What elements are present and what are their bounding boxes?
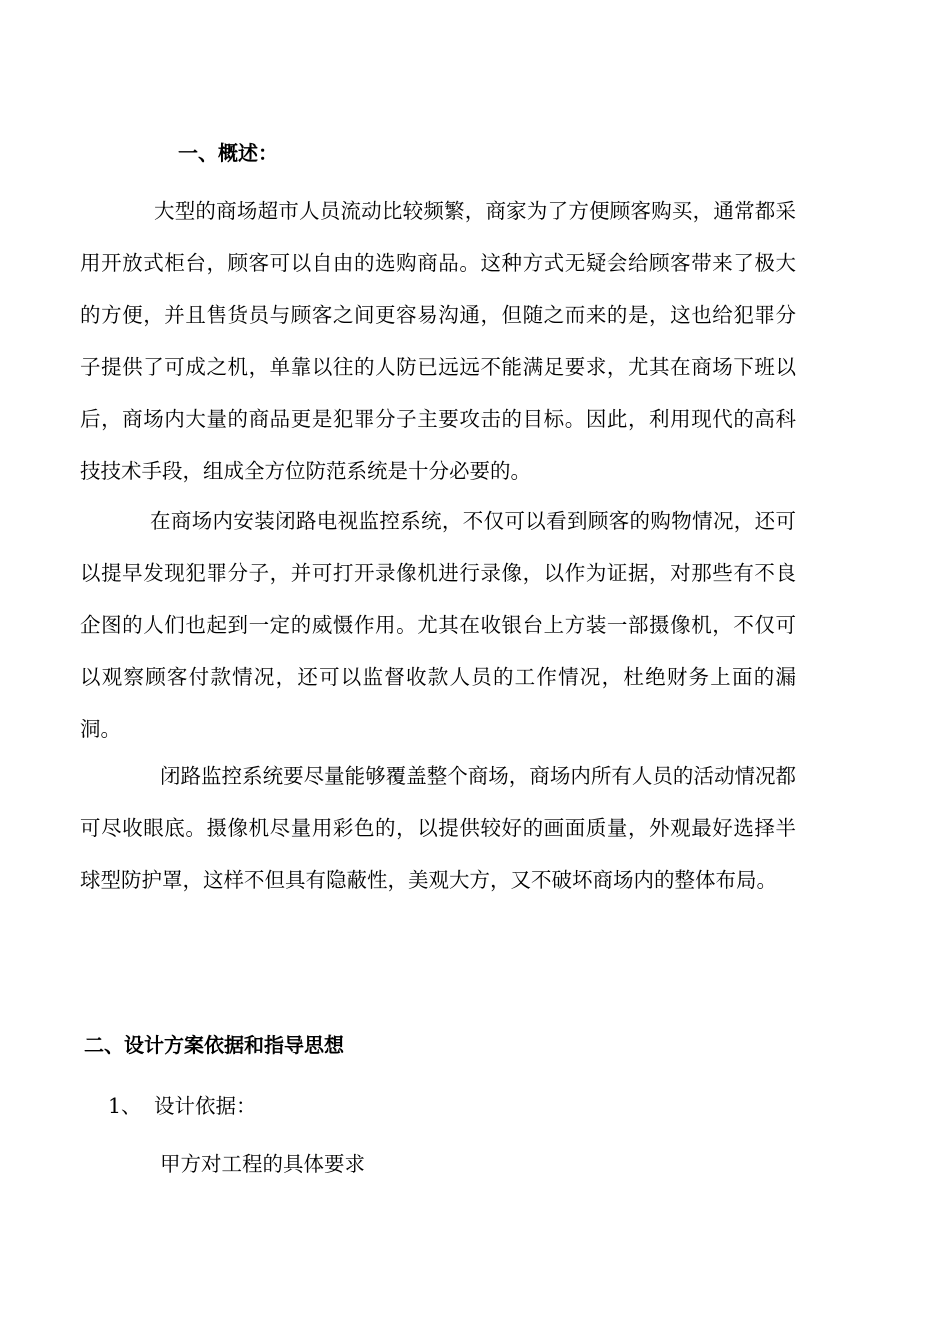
section-1-heading: 一、概述： [178, 141, 278, 165]
list-item-number: 1、 [108, 1094, 142, 1118]
paragraph-overview-2: 在商场内安装闭路电视监控系统，不仅可以看到顾客的购物情况，还可以提早发现犯罪分子，并可打开录像机进行录像，以作为证据，对那些有不良企图的人们也起到一定的威慑作用。尤其在收银台上方装一部摄像机，不仅可以观察顾客付款情况，还可以监督收款人员的工作情况，杜绝财务上面的漏洞。 [80, 509, 796, 741]
design-basis-text: 甲方对工程的具体要求 [160, 1152, 365, 1176]
paragraph-overview-1: 大型的商场超市人员流动比较频繁，商家为了方便顾客购买，通常都采用开放式柜台，顾客可以自由的选购商品。这种方式无疑会给顾客带来了极大的方便，并且售货员与顾客之间更容易沟通，但随之而来的是，这也给犯罪分子提供了可成之机，单靠以往的人防已远远不能满足要求，尤其在商场下班以后，商场内大量的商品更是犯罪分子主要攻击的目标。因此，利用现代的高科技技术手段，组成全方位防范系统是十分必要的。 [80, 199, 796, 483]
list-item-design-basis [108, 1093, 257, 1119]
paragraph-overview-3: 闭路监控系统要尽量能够覆盖整个商场，商场内所有人员的活动情况都可尽收眼底。摄像机尽量用彩色的，以提供较好的画面质量，外观最好选择半球型防护罩，这样不但具有隐蔽性，美观大方，又不破坏商场内的整体布局。 [80, 764, 796, 892]
list-item-label: 设计依据： [154, 1094, 257, 1118]
section-2-heading: 二、设计方案依据和指导思想 [84, 1033, 344, 1057]
